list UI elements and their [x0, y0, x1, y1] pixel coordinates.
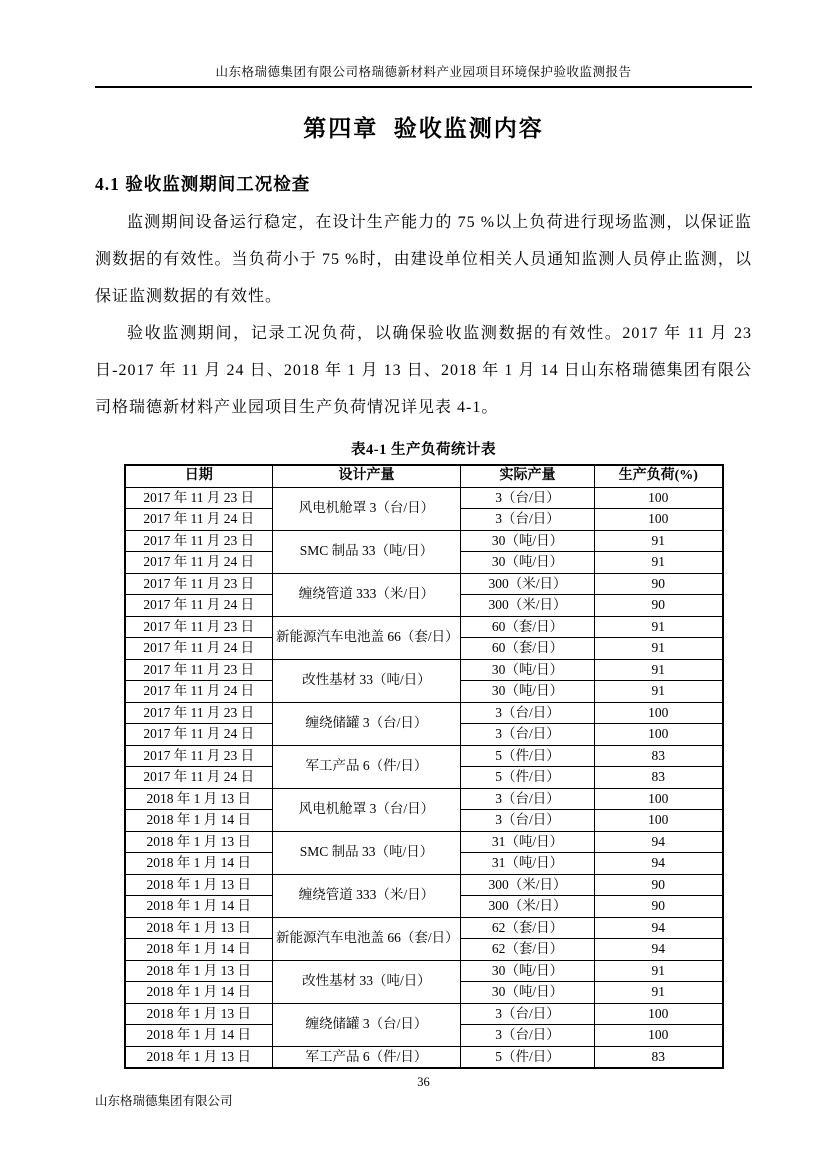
table-row [125, 831, 723, 853]
table-caption: 表4-1 生产负荷统计表 [351, 442, 496, 458]
table-row [125, 1046, 723, 1068]
actual-output-cell: 5（件/日） [461, 767, 595, 789]
load-percent-cell: 100 [595, 724, 723, 746]
load-percent-cell: 91 [595, 659, 723, 681]
column-header-date: 日期 [125, 465, 273, 487]
actual-output-cell: 31（吨/日） [461, 853, 595, 875]
table-row [125, 1003, 723, 1025]
date-cell: 2018 年 1 月 13 日 [125, 1046, 273, 1068]
design-output-cell: 缠绕管道 333（米/日） [273, 573, 461, 616]
table-row [125, 788, 723, 810]
date-cell: 2018 年 1 月 13 日 [125, 831, 273, 853]
load-percent-cell: 100 [595, 788, 723, 810]
date-cell: 2018 年 1 月 14 日 [125, 1025, 273, 1047]
load-percent-cell: 90 [595, 595, 723, 617]
load-percent-cell: 91 [595, 638, 723, 660]
date-cell: 2018 年 1 月 14 日 [125, 939, 273, 961]
date-cell: 2017 年 11 月 24 日 [125, 724, 273, 746]
date-cell: 2017 年 11 月 23 日 [125, 530, 273, 552]
design-output-cell: 改性基材 33（吨/日） [273, 659, 461, 702]
load-percent-cell: 90 [595, 874, 723, 896]
load-percent-cell: 94 [595, 831, 723, 853]
design-output-cell: 军工产品 6（件/日） [273, 1046, 461, 1068]
actual-output-cell: 30（吨/日） [461, 960, 595, 982]
design-output-cell: SMC 制品 33（吨/日） [273, 831, 461, 874]
load-percent-cell: 91 [595, 982, 723, 1004]
actual-output-cell: 3（台/日） [461, 788, 595, 810]
actual-output-cell: 3（台/日） [461, 810, 595, 832]
section-title: 4.1 验收监测期间工况检查 [95, 174, 311, 194]
date-cell: 2017 年 11 月 23 日 [125, 487, 273, 509]
actual-output-cell: 3（台/日） [461, 487, 595, 509]
load-percent-cell: 83 [595, 745, 723, 767]
actual-output-cell: 3（台/日） [461, 509, 595, 531]
design-output-cell: SMC 制品 33（吨/日） [273, 530, 461, 573]
document-header: 山东格瑞德集团有限公司格瑞德新材料产业园项目环境保护验收监测报告 [95, 62, 752, 88]
design-output-cell: 新能源汽车电池盖 66（套/日） [273, 616, 461, 659]
table-row [125, 487, 723, 509]
date-cell: 2017 年 11 月 24 日 [125, 681, 273, 703]
date-cell: 2018 年 1 月 13 日 [125, 960, 273, 982]
load-percent-cell: 100 [595, 1025, 723, 1047]
design-output-cell: 风电机舱罩 3（台/日） [273, 788, 461, 831]
actual-output-cell: 3（台/日） [461, 702, 595, 724]
paragraph-monitoring-conditions: 监测期间设备运行稳定，在设计生产能力的 75 %以上负荷进行现场监测，以保证监测数据的有效性。当负荷小于 75 %时，由建设单位相关人员通知监测人员停止监测，以保证监测数据的有效性。 [95, 214, 752, 305]
date-cell: 2017 年 11 月 23 日 [125, 616, 273, 638]
actual-output-cell: 30（吨/日） [461, 659, 595, 681]
load-percent-cell: 90 [595, 573, 723, 595]
actual-output-cell: 300（米/日） [461, 896, 595, 918]
design-output-cell: 军工产品 6（件/日） [273, 745, 461, 788]
actual-output-cell: 60（套/日） [461, 638, 595, 660]
table-row [125, 702, 723, 724]
actual-output-cell: 62（套/日） [461, 939, 595, 961]
paragraph-monitoring-dates: 验收监测期间，记录工况负荷，以确保验收监测数据的有效性。2017 年 11 月 23 日-2017 年 11 月 24 日、2018 年 1 月 13 日、2018 年 1 月 14 日山东格瑞德集团有限公司格瑞德新材料产业园项目生产负荷情况详见表 4-1。 [95, 325, 752, 416]
date-cell: 2017 年 11 月 23 日 [125, 702, 273, 724]
load-percent-cell: 83 [595, 767, 723, 789]
table-row [125, 573, 723, 595]
design-output-cell: 改性基材 33（吨/日） [273, 960, 461, 1003]
date-cell: 2017 年 11 月 24 日 [125, 767, 273, 789]
actual-output-cell: 3（台/日） [461, 1025, 595, 1047]
load-percent-cell: 94 [595, 917, 723, 939]
actual-output-cell: 300（米/日） [461, 595, 595, 617]
actual-output-cell: 30（吨/日） [461, 530, 595, 552]
load-percent-cell: 91 [595, 616, 723, 638]
date-cell: 2018 年 1 月 14 日 [125, 810, 273, 832]
load-percent-cell: 100 [595, 1003, 723, 1025]
table-row [125, 960, 723, 982]
date-cell: 2017 年 11 月 24 日 [125, 552, 273, 574]
date-cell: 2017 年 11 月 24 日 [125, 638, 273, 660]
load-percent-cell: 100 [595, 509, 723, 531]
date-cell: 2018 年 1 月 13 日 [125, 874, 273, 896]
design-output-cell: 新能源汽车电池盖 66（套/日） [273, 917, 461, 960]
load-percent-cell: 100 [595, 702, 723, 724]
actual-output-cell: 30（吨/日） [461, 681, 595, 703]
table-row [125, 874, 723, 896]
actual-output-cell: 300（米/日） [461, 874, 595, 896]
chapter-title: 第四章 验收监测内容 [303, 116, 544, 141]
table-row [125, 616, 723, 638]
footer-company-name: 山东格瑞德集团有限公司 [95, 1094, 233, 1108]
load-percent-cell: 83 [595, 1046, 723, 1068]
actual-output-cell: 62（套/日） [461, 917, 595, 939]
column-header-design: 设计产量 [273, 465, 461, 487]
load-percent-cell: 100 [595, 810, 723, 832]
load-percent-cell: 94 [595, 853, 723, 875]
table-row [125, 745, 723, 767]
date-cell: 2017 年 11 月 23 日 [125, 745, 273, 767]
load-percent-cell: 91 [595, 552, 723, 574]
load-percent-cell: 90 [595, 896, 723, 918]
design-output-cell: 缠绕储罐 3（台/日） [273, 1003, 461, 1046]
load-percent-cell: 100 [595, 487, 723, 509]
column-header-load: 生产负荷(%) [595, 465, 723, 487]
date-cell: 2017 年 11 月 24 日 [125, 595, 273, 617]
actual-output-cell: 5（件/日） [461, 745, 595, 767]
production-load-table [124, 464, 724, 1069]
table-row [125, 530, 723, 552]
date-cell: 2018 年 1 月 13 日 [125, 917, 273, 939]
date-cell: 2018 年 1 月 14 日 [125, 896, 273, 918]
actual-output-cell: 3（台/日） [461, 724, 595, 746]
load-percent-cell: 94 [595, 939, 723, 961]
actual-output-cell: 31（吨/日） [461, 831, 595, 853]
load-percent-cell: 91 [595, 681, 723, 703]
date-cell: 2017 年 11 月 23 日 [125, 573, 273, 595]
design-output-cell: 缠绕储罐 3（台/日） [273, 702, 461, 745]
column-header-actual: 实际产量 [461, 465, 595, 487]
table-header-row [125, 465, 723, 487]
load-percent-cell: 91 [595, 960, 723, 982]
page-number: 36 [417, 1075, 430, 1089]
actual-output-cell: 3（台/日） [461, 1003, 595, 1025]
design-output-cell: 缠绕管道 333（米/日） [273, 874, 461, 917]
actual-output-cell: 30（吨/日） [461, 552, 595, 574]
date-cell: 2018 年 1 月 13 日 [125, 788, 273, 810]
design-output-cell: 风电机舱罩 3（台/日） [273, 487, 461, 530]
date-cell: 2017 年 11 月 24 日 [125, 509, 273, 531]
actual-output-cell: 60（套/日） [461, 616, 595, 638]
table-row [125, 917, 723, 939]
date-cell: 2018 年 1 月 14 日 [125, 982, 273, 1004]
actual-output-cell: 5（件/日） [461, 1046, 595, 1068]
actual-output-cell: 30（吨/日） [461, 982, 595, 1004]
date-cell: 2017 年 11 月 23 日 [125, 659, 273, 681]
date-cell: 2018 年 1 月 13 日 [125, 1003, 273, 1025]
actual-output-cell: 300（米/日） [461, 573, 595, 595]
load-percent-cell: 91 [595, 530, 723, 552]
table-row [125, 659, 723, 681]
date-cell: 2018 年 1 月 14 日 [125, 853, 273, 875]
